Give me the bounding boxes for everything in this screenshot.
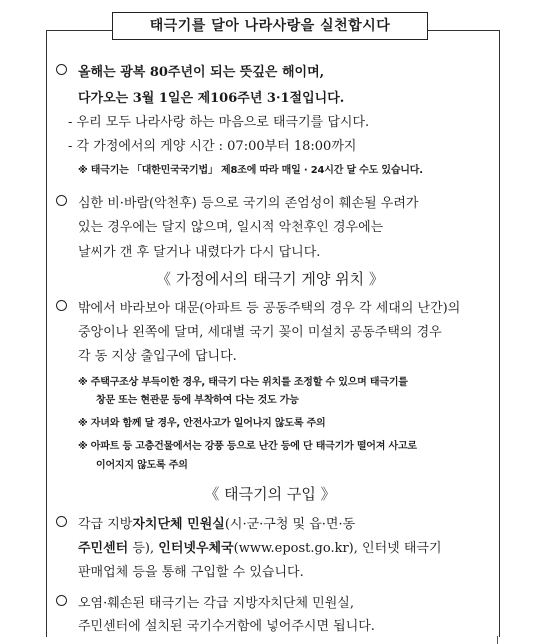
block1-line1: 올해는 광복 80주년이 되는 뜻깊은 해이며, xyxy=(56,64,324,81)
block5-line2: 주민센터에 설치된 국기수거함에 넣어주시면 됩니다. xyxy=(78,619,375,634)
block3-note3a: ※ 아파트 등 고층건물에서는 강풍 등으로 난간 등에 단 태극기가 떨어져 사고로 xyxy=(78,441,417,452)
section-heading-purchase: 《 태극기의 구입 》 xyxy=(204,485,336,503)
circle-bullet-icon xyxy=(56,595,67,606)
block4-line3: 판매업체 등을 통해 구입할 수 있습니다. xyxy=(78,565,304,580)
block1-line2: 다가오는 3월 1일은 제106주년 3·1절입니다. xyxy=(78,91,345,106)
circle-bullet-icon xyxy=(56,516,67,527)
block3-line2: 중앙이나 왼쪽에 달며, 세대별 국기 꽂이 미설치 공동주택의 경우 xyxy=(78,325,442,340)
block1-note: ※ 태극기는 「대한민국국기법」 제8조에 따라 매일 · 24시간 달 수도 있습니다. xyxy=(78,165,423,176)
section-heading-location: 《 가정에서의 태극기 게양 위치 》 xyxy=(156,270,384,288)
block4-line2: 주민센터 등), 인터넷우체국(www.epost.go.kr), 인터넷 태극기 xyxy=(78,541,442,556)
block3-note1a: ※ 주택구조상 부득이한 경우, 태극기 다는 위치를 조정할 수 있으며 태극기를 xyxy=(78,377,408,388)
block1-dash2: - 각 가정에서의 게양 시간 : 07:00부터 18:00까지 xyxy=(68,139,357,154)
circle-bullet-icon xyxy=(56,64,67,75)
block1-dash1: - 우리 모두 나라사랑 하는 마음으로 태극기를 답시다. xyxy=(68,115,370,130)
block5-line1: 오염·훼손된 태극기는 각급 지방자치단체 민원실, xyxy=(56,595,354,612)
block3-note3b: 이어지지 않도록 주의 xyxy=(96,460,188,471)
block2-line1: 심한 비·바람(악천후) 등으로 국기의 존엄성이 훼손될 우려가 xyxy=(56,195,418,212)
block4-line1: 각급 지방자치단체 민원실(시·군·구청 및 읍·면·동 xyxy=(56,516,355,533)
block3-note1b: 창문 또는 현관문 등에 부착하여 다는 것도 가능 xyxy=(96,395,299,406)
page-title: 태극기를 달아 나라사랑을 실천합시다 xyxy=(112,12,428,40)
circle-bullet-icon xyxy=(56,195,67,206)
block3-line1: 밖에서 바라보아 대문(아파트 등 공동주택의 경우 각 세대의 난간)의 xyxy=(56,300,460,317)
block2-line2: 있는 경우에는 달지 않으며, 일시적 악천후인 경우에는 xyxy=(78,220,384,235)
circle-bullet-icon xyxy=(56,300,67,311)
page-edge-marker xyxy=(497,636,506,644)
block2-line3: 날씨가 갠 후 달거나 내렸다가 다시 답니다. xyxy=(78,245,321,260)
block3-line3: 각 동 지상 출입구에 답니다. xyxy=(78,349,237,364)
block3-note2: ※ 자녀와 함께 달 경우, 안전사고가 일어나지 않도록 주의 xyxy=(78,418,326,429)
